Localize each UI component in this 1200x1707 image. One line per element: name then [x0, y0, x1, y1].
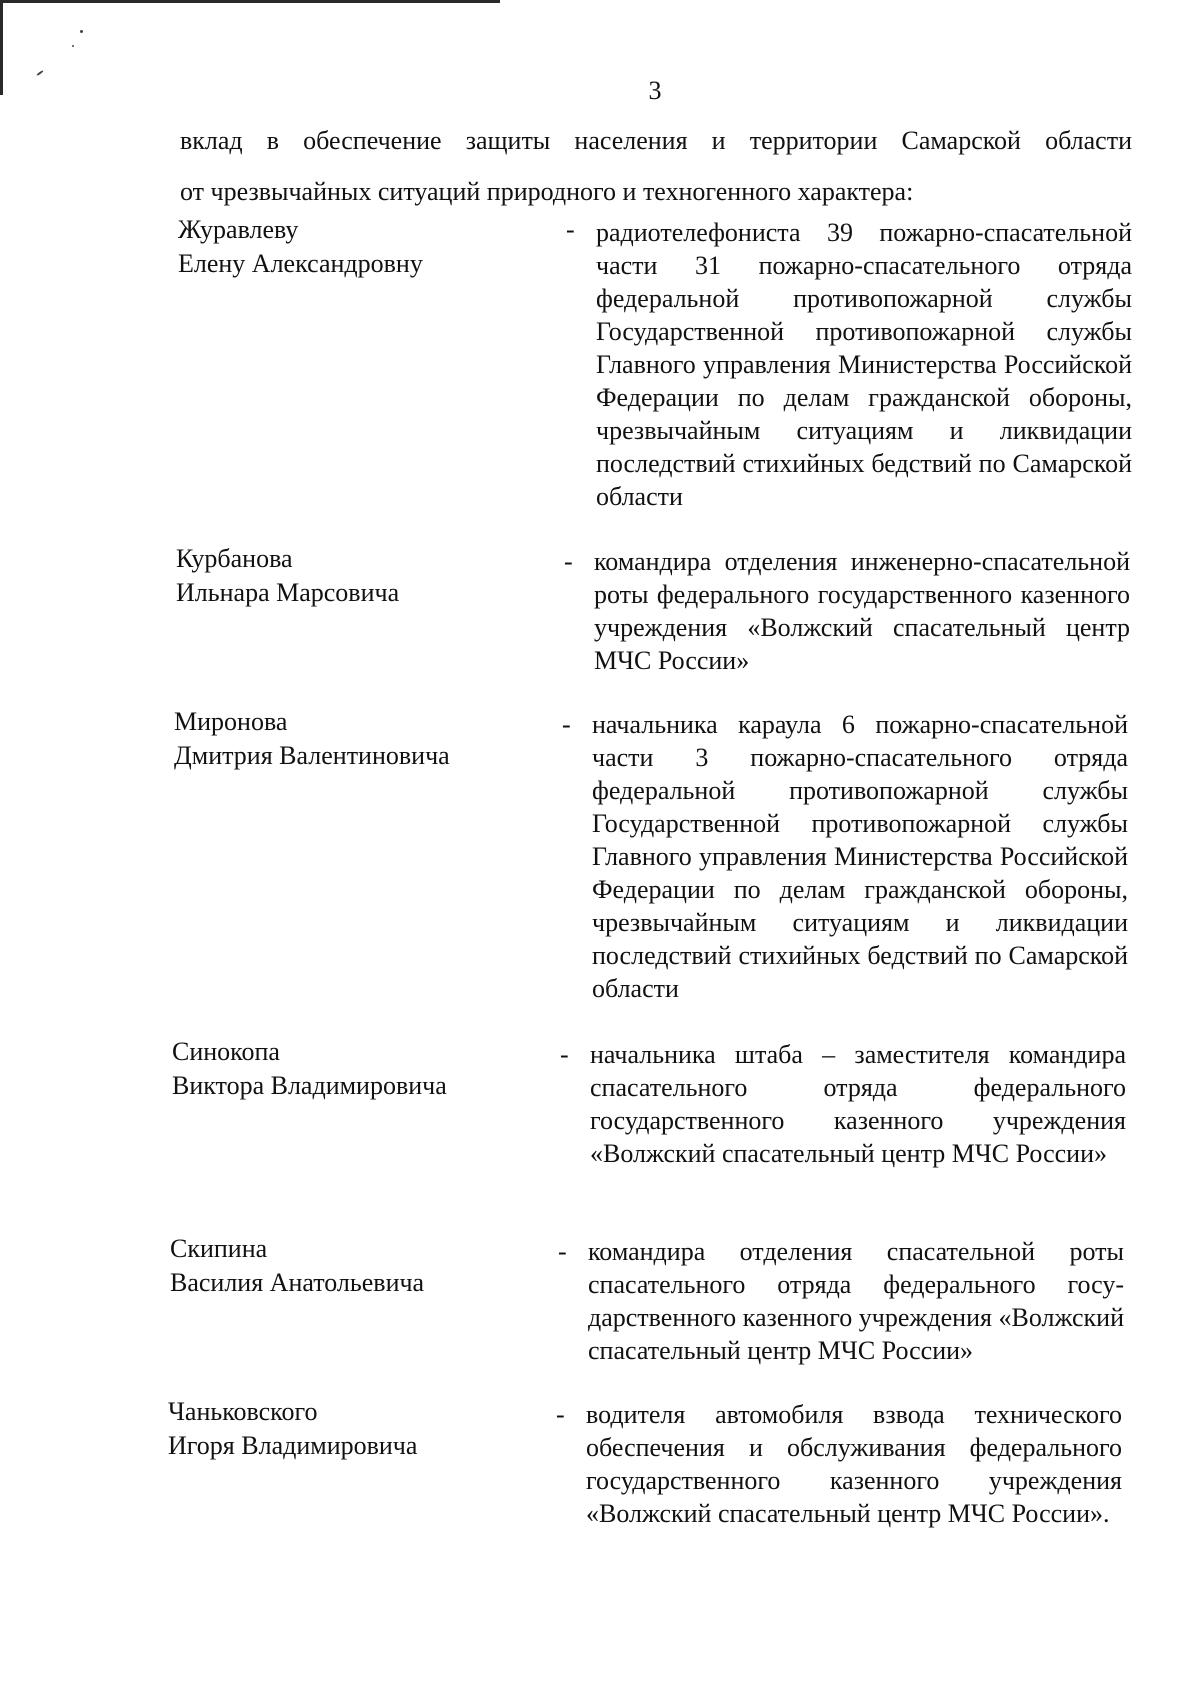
scan-speck: [72, 45, 74, 47]
person-name: Чаньковского Игоря Владимировича: [168, 1397, 418, 1460]
entry-dash: -: [566, 215, 575, 244]
position-description: командира отделения инженерно-спасательной роты федерального государственного казенного учреждения «Волжский спасательный центр МЧС России»: [594, 547, 1130, 675]
position-description: командира отделения спасательной роты спасательного отряда федерального государственного казенного учреждения «Волжский спасательный центр МЧС России»: [588, 1237, 1124, 1365]
position-description: водителя автомобиля взвода технического обеспечения и обслуживания федерального государственного казенного учреждения «Волжский спасательный центр МЧС России».: [586, 1400, 1122, 1528]
person-name: Синокопа Виктора Владимировича: [172, 1037, 447, 1100]
scan-speck: [80, 30, 83, 33]
person-name: Курбанова Ильнара Марсовича: [176, 544, 400, 607]
position-description: начальника караула 6 пожарно-спасательной части 3 пожарно-спасательного отряда федеральной противопожарной службы Государственной противопожарной службы Главного управления Министерства Российской Федерации по делам гражданской обороны, чрезвычайным ситуациям и ликвидации последствий стихийных бедствий по Самарской области: [592, 710, 1128, 1003]
person-name: Миронова Дмитрия Валентиновича: [174, 707, 450, 770]
entry-dash: -: [564, 547, 573, 576]
person-name: Журавлеву Елену Александровну: [178, 215, 423, 278]
position-description: радиотелефониста 39 пожарно-спасательной части 31 пожарно-спасательного отряда федеральной противопожарной службы Государственной противопожарной службы Главного управления Министерства Российской Федерации по делам гражданской обороны, чрезвычайным ситуациям и ликвидации последствий стихийных бедствий по Самарской области: [596, 218, 1132, 511]
intro-line-2: от чрезвычайных ситуаций природного и техногенного характера:: [180, 177, 914, 206]
position-description: начальника штаба – заместителя командира спасательного отряда федерального государственного казенного учреждения «Волжский спасательный центр МЧС России»: [590, 1040, 1126, 1168]
entry-dash: -: [560, 1040, 569, 1069]
entry-dash: -: [556, 1400, 565, 1429]
page-number: 3: [648, 76, 662, 105]
person-name: Скипина Василия Анатольевича: [170, 1234, 425, 1297]
entry-dash: -: [558, 1237, 567, 1266]
intro-paragraph: [180, 115, 1132, 217]
intro-line-1: вклад в обеспечение защиты населения и территории Самарской области: [180, 126, 1132, 155]
scan-edge-top: [0, 0, 500, 3]
entry-dash: -: [562, 710, 571, 739]
